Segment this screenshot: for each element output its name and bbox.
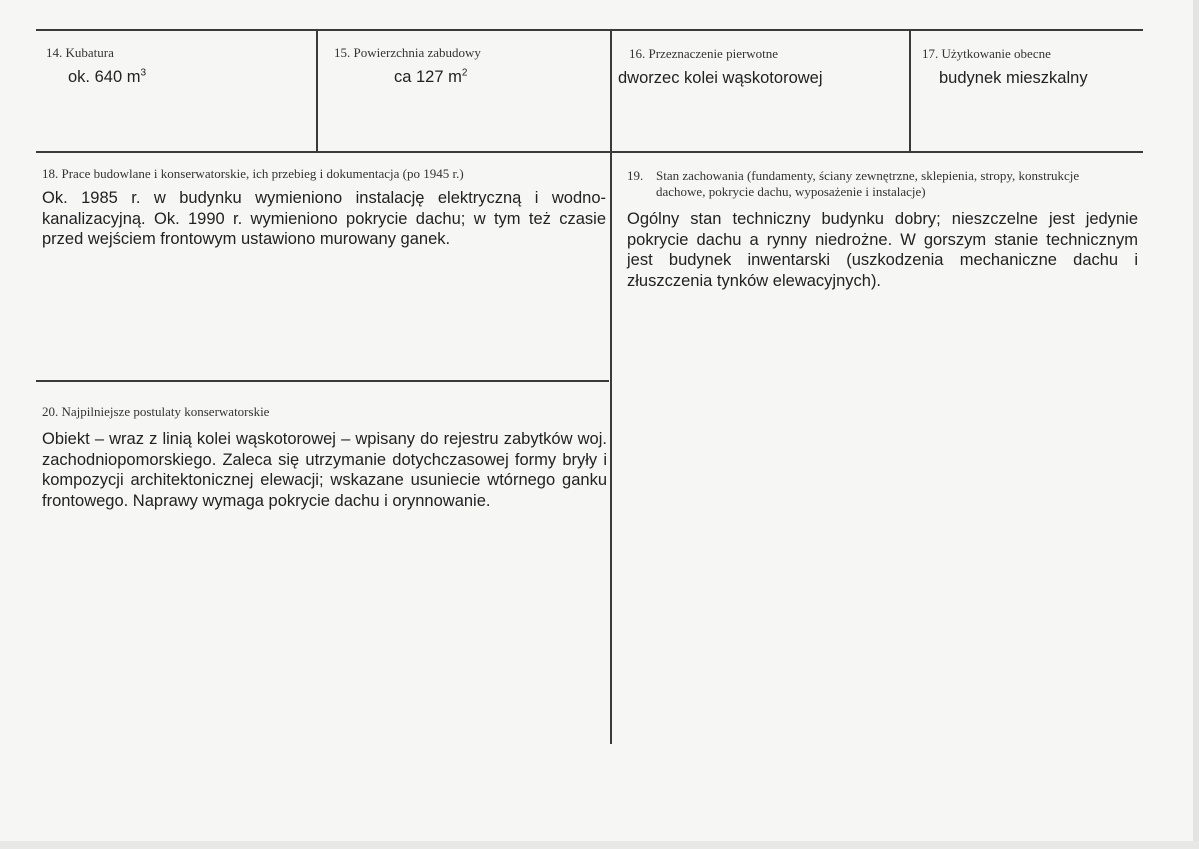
field-19-stan: [627, 168, 1138, 291]
field-16-przeznaczenie: [618, 46, 903, 89]
divider-14-15: [316, 29, 318, 152]
field-14-label: 14. Kubatura: [46, 45, 114, 60]
divider-16-17: [909, 29, 911, 152]
divider-15-16: [610, 29, 612, 744]
top-rule: [36, 29, 1143, 31]
field-15-label: 15. Powierzchnia zabudowy: [334, 45, 481, 60]
field-19-value: Ogólny stan techniczny budynku dobry; nieszczelne jest jedynie pokrycie dachu a rynny niedrożne. W gorszym stanie technicznym jest budynek inwentarski (uszkodzenia mechaniczne dachu i złuszczenia tynków elewacyjnych).: [627, 210, 1138, 290]
field-15-value: ca 127 $m^2$: [394, 67, 468, 86]
field-16-label: 16. Przeznaczenie pierwotne: [629, 46, 779, 61]
page-edge-bottom: [0, 841, 1199, 849]
field-16-value: dworzec kolei wąskotorowej: [618, 69, 823, 87]
page-edge-right: [1193, 0, 1199, 849]
field-19-label-block: [627, 168, 1138, 200]
field-18-prace: [42, 166, 606, 250]
field-19-label: Stan zachowania (fundamenty, ściany zewnętrzne, sklepienia, stropy, konstrukcje dachowe, pokrycie dachu, wyposażenie i instalacje): [656, 168, 1080, 199]
field-14-value: ok. 640 $m^3$: [68, 67, 147, 86]
field-15-powierzchnia: [334, 45, 604, 88]
field-20-label: 20. Najpilniejsze postulaty konserwatorskie: [42, 404, 270, 419]
field-20-postulaty: [42, 404, 607, 511]
row1-bottom-rule: [36, 151, 1143, 153]
field-19-label-number: 19.: [627, 168, 644, 183]
field-17-uzytkowanie: [922, 46, 1137, 89]
field-17-value: budynek mieszkalny: [939, 69, 1088, 87]
field-17-label: 17. Użytkowanie obecne: [922, 46, 1051, 61]
row2-bottom-rule-left: [36, 380, 609, 382]
field-20-value: Obiekt – wraz z linią kolei wąskotorowej – wpisany do rejestru zabytków woj. zachodniopomorskiego. Zaleca się utrzymanie dotychczasowej formy bryły i kompozycji architektonicznej elewacji; wskazane usuniecie wtórnego ganku frontowego. Naprawy wymaga pokrycie dachu i orynnowanie.: [42, 430, 607, 510]
field-18-label: 18. Prace budowlane i konserwatorskie, ich przebieg i dokumentacja (po 1945 r.): [42, 166, 464, 181]
field-14-kubatura: [46, 45, 306, 88]
field-18-value: Ok. 1985 r. w budynku wymieniono instalację elektryczną i wodno-kanalizacyjną. Ok. 1990 r. wymieniono pokrycie dachu; w tym też czasie przed wejściem frontowym ustawiono murowany ganek.: [42, 189, 606, 248]
